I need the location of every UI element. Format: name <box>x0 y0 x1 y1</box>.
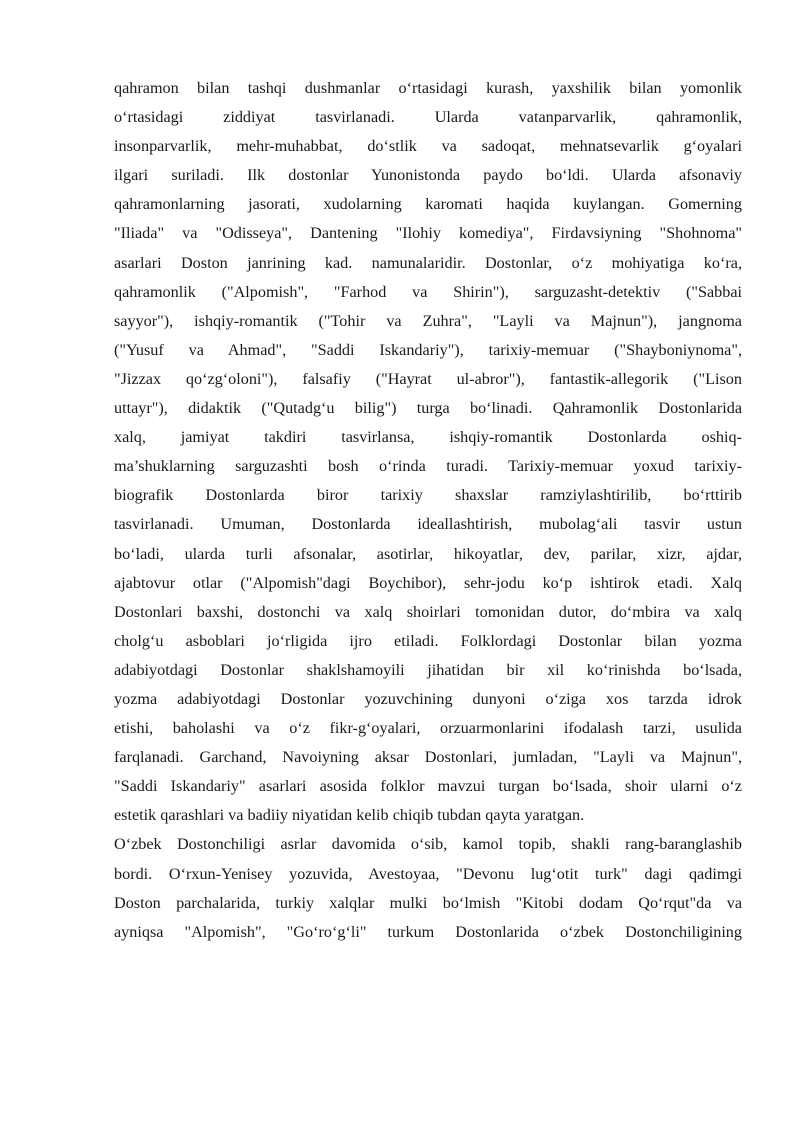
text-line: Dostonlari baxshi, dostonchi va xalq shoirlari tomonidan dutor, do‘mbira va xalq <box>114 602 742 621</box>
text-line: Doston parchalarida, turkiy xalqlar mulki bo‘lmish "Kitobi dodam Qo‘rqut"da va <box>114 893 742 912</box>
text-line: estetik qarashlari va badiiy niyatidan kelib chiqib tubdan qayta yaratgan. <box>114 806 585 825</box>
text-line: qahramonlarning jasorati, xudolarning karomati haqida kuylangan. Gomerning <box>114 195 742 214</box>
text-line: qahramon bilan tashqi dushmanlar o‘rtasidagi kurash, yaxshilik bilan yomonlik <box>114 79 742 97</box>
text-line: o‘rtasidagi ziddiyat tasvirlanadi. Ularda vatanparvarlik, qahramonlik, <box>114 108 742 127</box>
text-line: ilgari suriladi. Ilk dostonlar Yunonistonda paydo bo‘ldi. Ularda afsonaviy <box>114 166 742 185</box>
text-line: tasvirlanadi. Umuman, Dostonlarda ideallashtirish, mubolag‘ali tasvir ustun <box>114 515 742 534</box>
text-line: farqlanadi. Garchand, Navoiyning aksar Dostonlari, jumladan, "Layli va Majnun", <box>114 748 742 767</box>
text-line: etishi, baholashi va o‘z fikr-g‘oyalari, orzuarmonlarini ifodalash tarzi, usulida <box>114 719 742 738</box>
text-line: ayniqsa "Alpomish", "Go‘ro‘g‘li" turkum Dostonlarida o‘zbek Dostonchiligining <box>114 922 742 941</box>
text-line: "Saddi Iskandariy" asarlari asosida folklor mavzui turgan bo‘lsada, shoir ularni o‘z <box>114 777 742 796</box>
text-line: cholg‘u asboblari jo‘rligida ijro etiladi. Folklordagi Dostonlar bilan yozma <box>114 631 742 650</box>
text-line: bordi. O‘rxun-Yenisey yozuvida, Avestoyaa, "Devonu lug‘otit turk" dagi qadimgi <box>114 864 742 883</box>
text-line: sayyor"), ishqiy-romantik ("Tohir va Zuhra", "Layli va Majnun"), jangnoma <box>114 311 742 330</box>
text-line: yozma adabiyotdagi Dostonlar yozuvchining dunyoni o‘ziga xos tarzda idrok <box>114 689 742 708</box>
text-line: ("Yusuf va Ahmad", "Saddi Iskandariy"), tarixiy-memuar ("Shayboniynoma", <box>114 340 742 359</box>
text-line: uttayr"), didaktik ("Qutadg‘u bilig") turga bo‘linadi. Qahramonlik Dostonlarida <box>114 399 742 418</box>
text-line: asarlari Doston janrining kad. namunalaridir. Dostonlar, o‘z mohiyatiga ko‘ra, <box>114 253 742 272</box>
text-line: "Jizzax qo‘zg‘oloni"), falsafiy ("Hayrat ul-abror"), fantastik-allegorik ("Lison <box>114 369 742 388</box>
text-line: adabiyotdagi Dostonlar shaklshamoyili jihatidan bir xil ko‘rinishda bo‘lsada, <box>114 660 742 679</box>
text-line: biografik Dostonlarda biror tarixiy shaxslar ramziylashtirilib, bo‘rttirib <box>114 486 742 505</box>
paragraph-2 <box>114 830 742 946</box>
text-line: ajabtovur otlar ("Alpomish"dagi Boychibor), sehr-jodu ko‘p ishtirok etadi. Xalq <box>114 573 742 592</box>
text-line: xalq, jamiyat takdiri tasvirlansa, ishqiy-romantik Dostonlarda oshiq- <box>114 428 742 447</box>
text-line: qahramonlik ("Alpomish", "Farhod va Shirin"), sarguzasht-detektiv ("Sabbai <box>114 282 742 301</box>
text-line: O‘zbek Dostonchiligi asrlar davomida o‘sib, kamol topib, shakli rang-baranglashib <box>114 835 742 854</box>
body-text <box>114 74 742 947</box>
text-line: "Iliada" va "Odisseya", Dantening "Ilohiy komediya", Firdavsiyning "Shohnoma" <box>114 224 742 243</box>
text-line: bo‘ladi, ularda turli afsonalar, asotirlar, hikoyatlar, dev, parilar, xizr, ajdar, <box>114 544 742 563</box>
text-line: insonparvarlik, mehr-muhabbat, do‘stlik va sadoqat, mehnatsevarlik g‘oyalari <box>114 137 742 156</box>
text-line: ma’shuklarning sarguzashti bosh o‘rinda turadi. Tarixiy-memuar yoxud tarixiy- <box>114 457 742 476</box>
paragraph-1 <box>114 74 742 830</box>
